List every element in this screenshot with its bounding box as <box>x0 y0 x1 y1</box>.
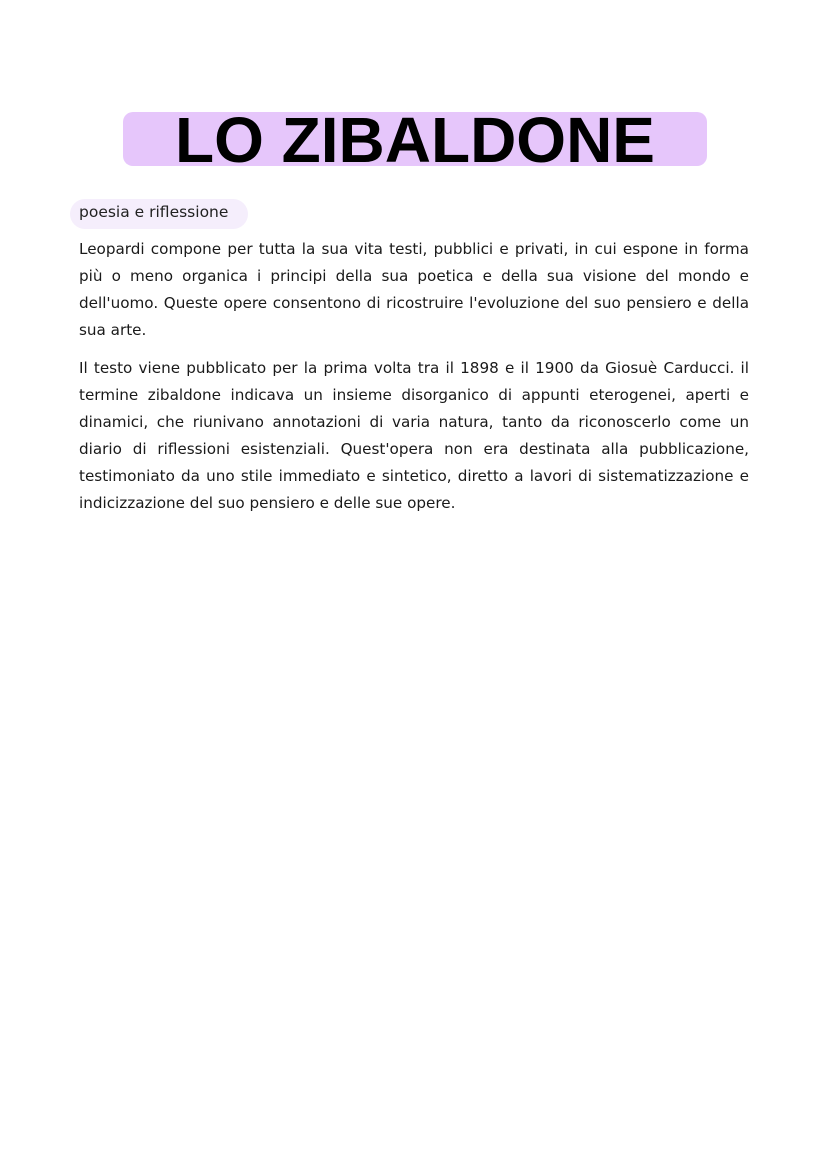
paragraph-publication: Il testo viene pubblicato per la prima volta tra il 1898 e il 1900 da Giosuè Carducci. il termine zibaldone indicava un insieme disorganico di appunti eterogenei, aperti e dinamici, che riunivano annotazioni di varia natura, tanto da riconoscerlo come un diario di riflessioni esistenziali. Quest'opera non era destinata alla pubblicazione, testimoniato da uno stile immediato e sintetico, diretto a lavori di sistematizzazione e indicizzazione del suo pensiero e delle sue opere. <box>79 359 749 512</box>
page-title: LO ZIBALDONE <box>175 104 655 176</box>
paragraph-intro: Leopardi compone per tutta la sua vita testi, pubblici e privati, in cui espone in forma più o meno organica i principi della sua poetica e della sua visione del mondo e dell'uomo. Queste opere consentono di ricostruire l'evoluzione del suo pensiero e della sua arte. <box>79 240 749 339</box>
subtitle-tag: poesia e riflessione <box>79 203 229 221</box>
